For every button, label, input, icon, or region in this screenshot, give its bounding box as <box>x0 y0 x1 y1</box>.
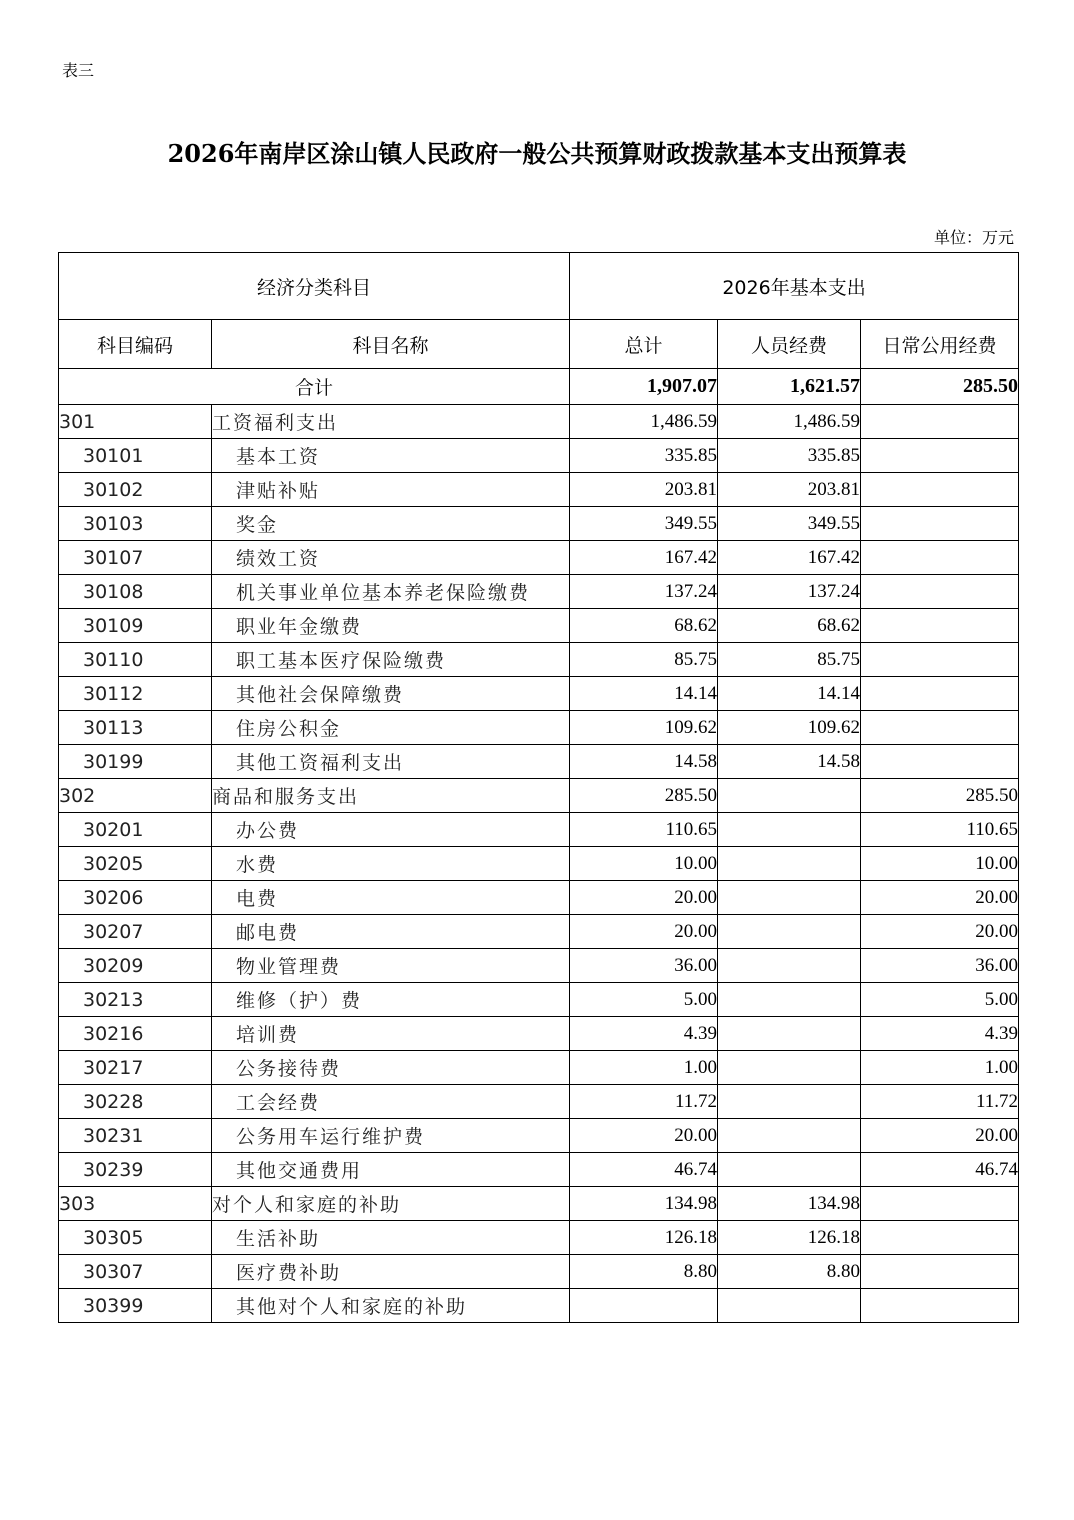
name-column-header: 科目名称 <box>212 320 570 369</box>
row-name: 公务接待费 <box>212 1051 570 1085</box>
row-total: 4.39 <box>570 1017 718 1051</box>
table-row <box>59 439 1019 473</box>
row-public <box>861 609 1019 643</box>
row-code: 30207 <box>59 915 212 949</box>
row-public <box>861 405 1019 439</box>
row-personnel: 167.42 <box>718 541 861 575</box>
row-code: 301 <box>59 405 212 439</box>
row-total: 109.62 <box>570 711 718 745</box>
row-personnel <box>718 1119 861 1153</box>
row-total: 85.75 <box>570 643 718 677</box>
row-name: 培训费 <box>212 1017 570 1051</box>
row-public <box>861 439 1019 473</box>
row-total: 46.74 <box>570 1153 718 1187</box>
page-title: 2026年南岸区涂山镇人民政府一般公共预算财政拨款基本支出预算表 <box>167 139 907 168</box>
row-personnel: 109.62 <box>718 711 861 745</box>
row-name: 其他交通费用 <box>212 1153 570 1187</box>
row-public <box>861 1187 1019 1221</box>
row-total: 126.18 <box>570 1221 718 1255</box>
row-name: 工资福利支出 <box>212 405 570 439</box>
budget-table <box>58 252 1019 1323</box>
row-personnel: 14.58 <box>718 745 861 779</box>
row-public: 36.00 <box>861 949 1019 983</box>
row-code: 30199 <box>59 745 212 779</box>
row-total: 10.00 <box>570 847 718 881</box>
row-personnel <box>718 1153 861 1187</box>
row-total: 36.00 <box>570 949 718 983</box>
row-total: 203.81 <box>570 473 718 507</box>
row-name: 电费 <box>212 881 570 915</box>
row-name: 机关事业单位基本养老保险缴费 <box>212 575 570 609</box>
row-public: 285.50 <box>861 779 1019 813</box>
row-public: 1.00 <box>861 1051 1019 1085</box>
row-code: 30307 <box>59 1255 212 1289</box>
row-name: 其他对个人和家庭的补助 <box>212 1289 570 1323</box>
row-public: 110.65 <box>861 813 1019 847</box>
row-personnel: 349.55 <box>718 507 861 541</box>
table-row <box>59 1289 1019 1323</box>
row-personnel: 85.75 <box>718 643 861 677</box>
row-name: 基本工资 <box>212 439 570 473</box>
row-total: 11.72 <box>570 1085 718 1119</box>
row-total: 20.00 <box>570 881 718 915</box>
row-name: 办公费 <box>212 813 570 847</box>
row-name: 维修（护）费 <box>212 983 570 1017</box>
row-name: 对个人和家庭的补助 <box>212 1187 570 1221</box>
row-personnel <box>718 1085 861 1119</box>
table-row <box>59 1017 1019 1051</box>
row-code: 30101 <box>59 439 212 473</box>
row-total: 349.55 <box>570 507 718 541</box>
row-personnel <box>718 1289 861 1323</box>
row-name: 工会经费 <box>212 1085 570 1119</box>
table-row <box>59 1051 1019 1085</box>
row-total: 5.00 <box>570 983 718 1017</box>
table-row <box>59 949 1019 983</box>
row-total: 1,486.59 <box>570 405 718 439</box>
row-code: 30305 <box>59 1221 212 1255</box>
table-row <box>59 1153 1019 1187</box>
table-row <box>59 1085 1019 1119</box>
row-name: 住房公积金 <box>212 711 570 745</box>
row-personnel <box>718 949 861 983</box>
row-personnel <box>718 779 861 813</box>
row-name: 奖金 <box>212 507 570 541</box>
row-total: 335.85 <box>570 439 718 473</box>
row-code: 30201 <box>59 813 212 847</box>
row-personnel: 335.85 <box>718 439 861 473</box>
row-personnel <box>718 915 861 949</box>
row-personnel <box>718 983 861 1017</box>
row-public: 46.74 <box>861 1153 1019 1187</box>
row-personnel <box>718 1017 861 1051</box>
total-label: 合计 <box>59 369 570 405</box>
row-code: 30228 <box>59 1085 212 1119</box>
row-code: 30112 <box>59 677 212 711</box>
table-row <box>59 1221 1019 1255</box>
row-public <box>861 677 1019 711</box>
row-total: 1.00 <box>570 1051 718 1085</box>
row-public: 10.00 <box>861 847 1019 881</box>
row-personnel <box>718 847 861 881</box>
row-public <box>861 541 1019 575</box>
row-name: 津贴补贴 <box>212 473 570 507</box>
row-total: 8.80 <box>570 1255 718 1289</box>
total-sum: 1,907.07 <box>570 369 718 405</box>
row-public: 11.72 <box>861 1085 1019 1119</box>
row-name: 其他社会保障缴费 <box>212 677 570 711</box>
row-name: 医疗费补助 <box>212 1255 570 1289</box>
row-code: 30399 <box>59 1289 212 1323</box>
table-row <box>59 915 1019 949</box>
row-public <box>861 711 1019 745</box>
row-public <box>861 507 1019 541</box>
table-label: 表三 <box>62 61 95 80</box>
table-row <box>59 847 1019 881</box>
row-name: 商品和服务支出 <box>212 779 570 813</box>
row-total: 134.98 <box>570 1187 718 1221</box>
row-code: 30216 <box>59 1017 212 1051</box>
row-public <box>861 1289 1019 1323</box>
row-code: 30103 <box>59 507 212 541</box>
row-code: 30107 <box>59 541 212 575</box>
row-personnel: 137.24 <box>718 575 861 609</box>
row-personnel: 134.98 <box>718 1187 861 1221</box>
table-row <box>59 575 1019 609</box>
row-code: 30108 <box>59 575 212 609</box>
row-total <box>570 1289 718 1323</box>
row-total: 20.00 <box>570 1119 718 1153</box>
table-row <box>59 711 1019 745</box>
row-name: 邮电费 <box>212 915 570 949</box>
row-code: 302 <box>59 779 212 813</box>
row-public: 20.00 <box>861 1119 1019 1153</box>
table-row <box>59 779 1019 813</box>
row-code: 30217 <box>59 1051 212 1085</box>
total-column-header: 总计 <box>570 320 718 369</box>
row-public: 20.00 <box>861 881 1019 915</box>
table-row <box>59 1187 1019 1221</box>
row-code: 30206 <box>59 881 212 915</box>
table-row <box>59 473 1019 507</box>
table-row <box>59 507 1019 541</box>
row-code: 30102 <box>59 473 212 507</box>
row-total: 285.50 <box>570 779 718 813</box>
row-personnel <box>718 1051 861 1085</box>
total-public: 285.50 <box>861 369 1019 405</box>
row-name: 绩效工资 <box>212 541 570 575</box>
table-row <box>59 881 1019 915</box>
row-personnel: 8.80 <box>718 1255 861 1289</box>
row-code: 30239 <box>59 1153 212 1187</box>
row-public <box>861 575 1019 609</box>
row-code: 30110 <box>59 643 212 677</box>
row-personnel: 1,486.59 <box>718 405 861 439</box>
row-code: 30205 <box>59 847 212 881</box>
row-total: 110.65 <box>570 813 718 847</box>
row-public <box>861 473 1019 507</box>
row-total: 167.42 <box>570 541 718 575</box>
row-public: 4.39 <box>861 1017 1019 1051</box>
table-row <box>59 745 1019 779</box>
table-row <box>59 1255 1019 1289</box>
row-name: 水费 <box>212 847 570 881</box>
table-row <box>59 983 1019 1017</box>
table-row <box>59 609 1019 643</box>
row-total: 20.00 <box>570 915 718 949</box>
row-public <box>861 643 1019 677</box>
row-name: 公务用车运行维护费 <box>212 1119 570 1153</box>
table-row <box>59 405 1019 439</box>
row-code: 30213 <box>59 983 212 1017</box>
total-personnel: 1,621.57 <box>718 369 861 405</box>
row-public <box>861 1255 1019 1289</box>
unit-label: 单位：万元 <box>933 228 1014 247</box>
row-public: 5.00 <box>861 983 1019 1017</box>
row-personnel: 203.81 <box>718 473 861 507</box>
table-row <box>59 541 1019 575</box>
row-name: 生活补助 <box>212 1221 570 1255</box>
row-total: 14.14 <box>570 677 718 711</box>
table-row <box>59 677 1019 711</box>
table-row <box>59 1119 1019 1153</box>
economic-category-header: 经济分类科目 <box>59 253 570 320</box>
row-personnel: 68.62 <box>718 609 861 643</box>
public-column-header: 日常公用经费 <box>861 320 1019 369</box>
row-code: 303 <box>59 1187 212 1221</box>
row-public <box>861 745 1019 779</box>
row-personnel: 14.14 <box>718 677 861 711</box>
table-row <box>59 813 1019 847</box>
row-code: 30231 <box>59 1119 212 1153</box>
row-public: 20.00 <box>861 915 1019 949</box>
table-row <box>59 643 1019 677</box>
row-public <box>861 1221 1019 1255</box>
row-total: 14.58 <box>570 745 718 779</box>
row-name: 其他工资福利支出 <box>212 745 570 779</box>
row-code: 30209 <box>59 949 212 983</box>
row-personnel <box>718 813 861 847</box>
row-personnel: 126.18 <box>718 1221 861 1255</box>
personnel-column-header: 人员经费 <box>718 320 861 369</box>
row-code: 30109 <box>59 609 212 643</box>
code-column-header: 科目编码 <box>59 320 212 369</box>
basic-expenditure-header: 2026年基本支出 <box>570 253 1019 320</box>
row-personnel <box>718 881 861 915</box>
row-name: 物业管理费 <box>212 949 570 983</box>
row-name: 职业年金缴费 <box>212 609 570 643</box>
row-total: 137.24 <box>570 575 718 609</box>
row-name: 职工基本医疗保险缴费 <box>212 643 570 677</box>
row-total: 68.62 <box>570 609 718 643</box>
row-code: 30113 <box>59 711 212 745</box>
total-row <box>59 369 1019 405</box>
